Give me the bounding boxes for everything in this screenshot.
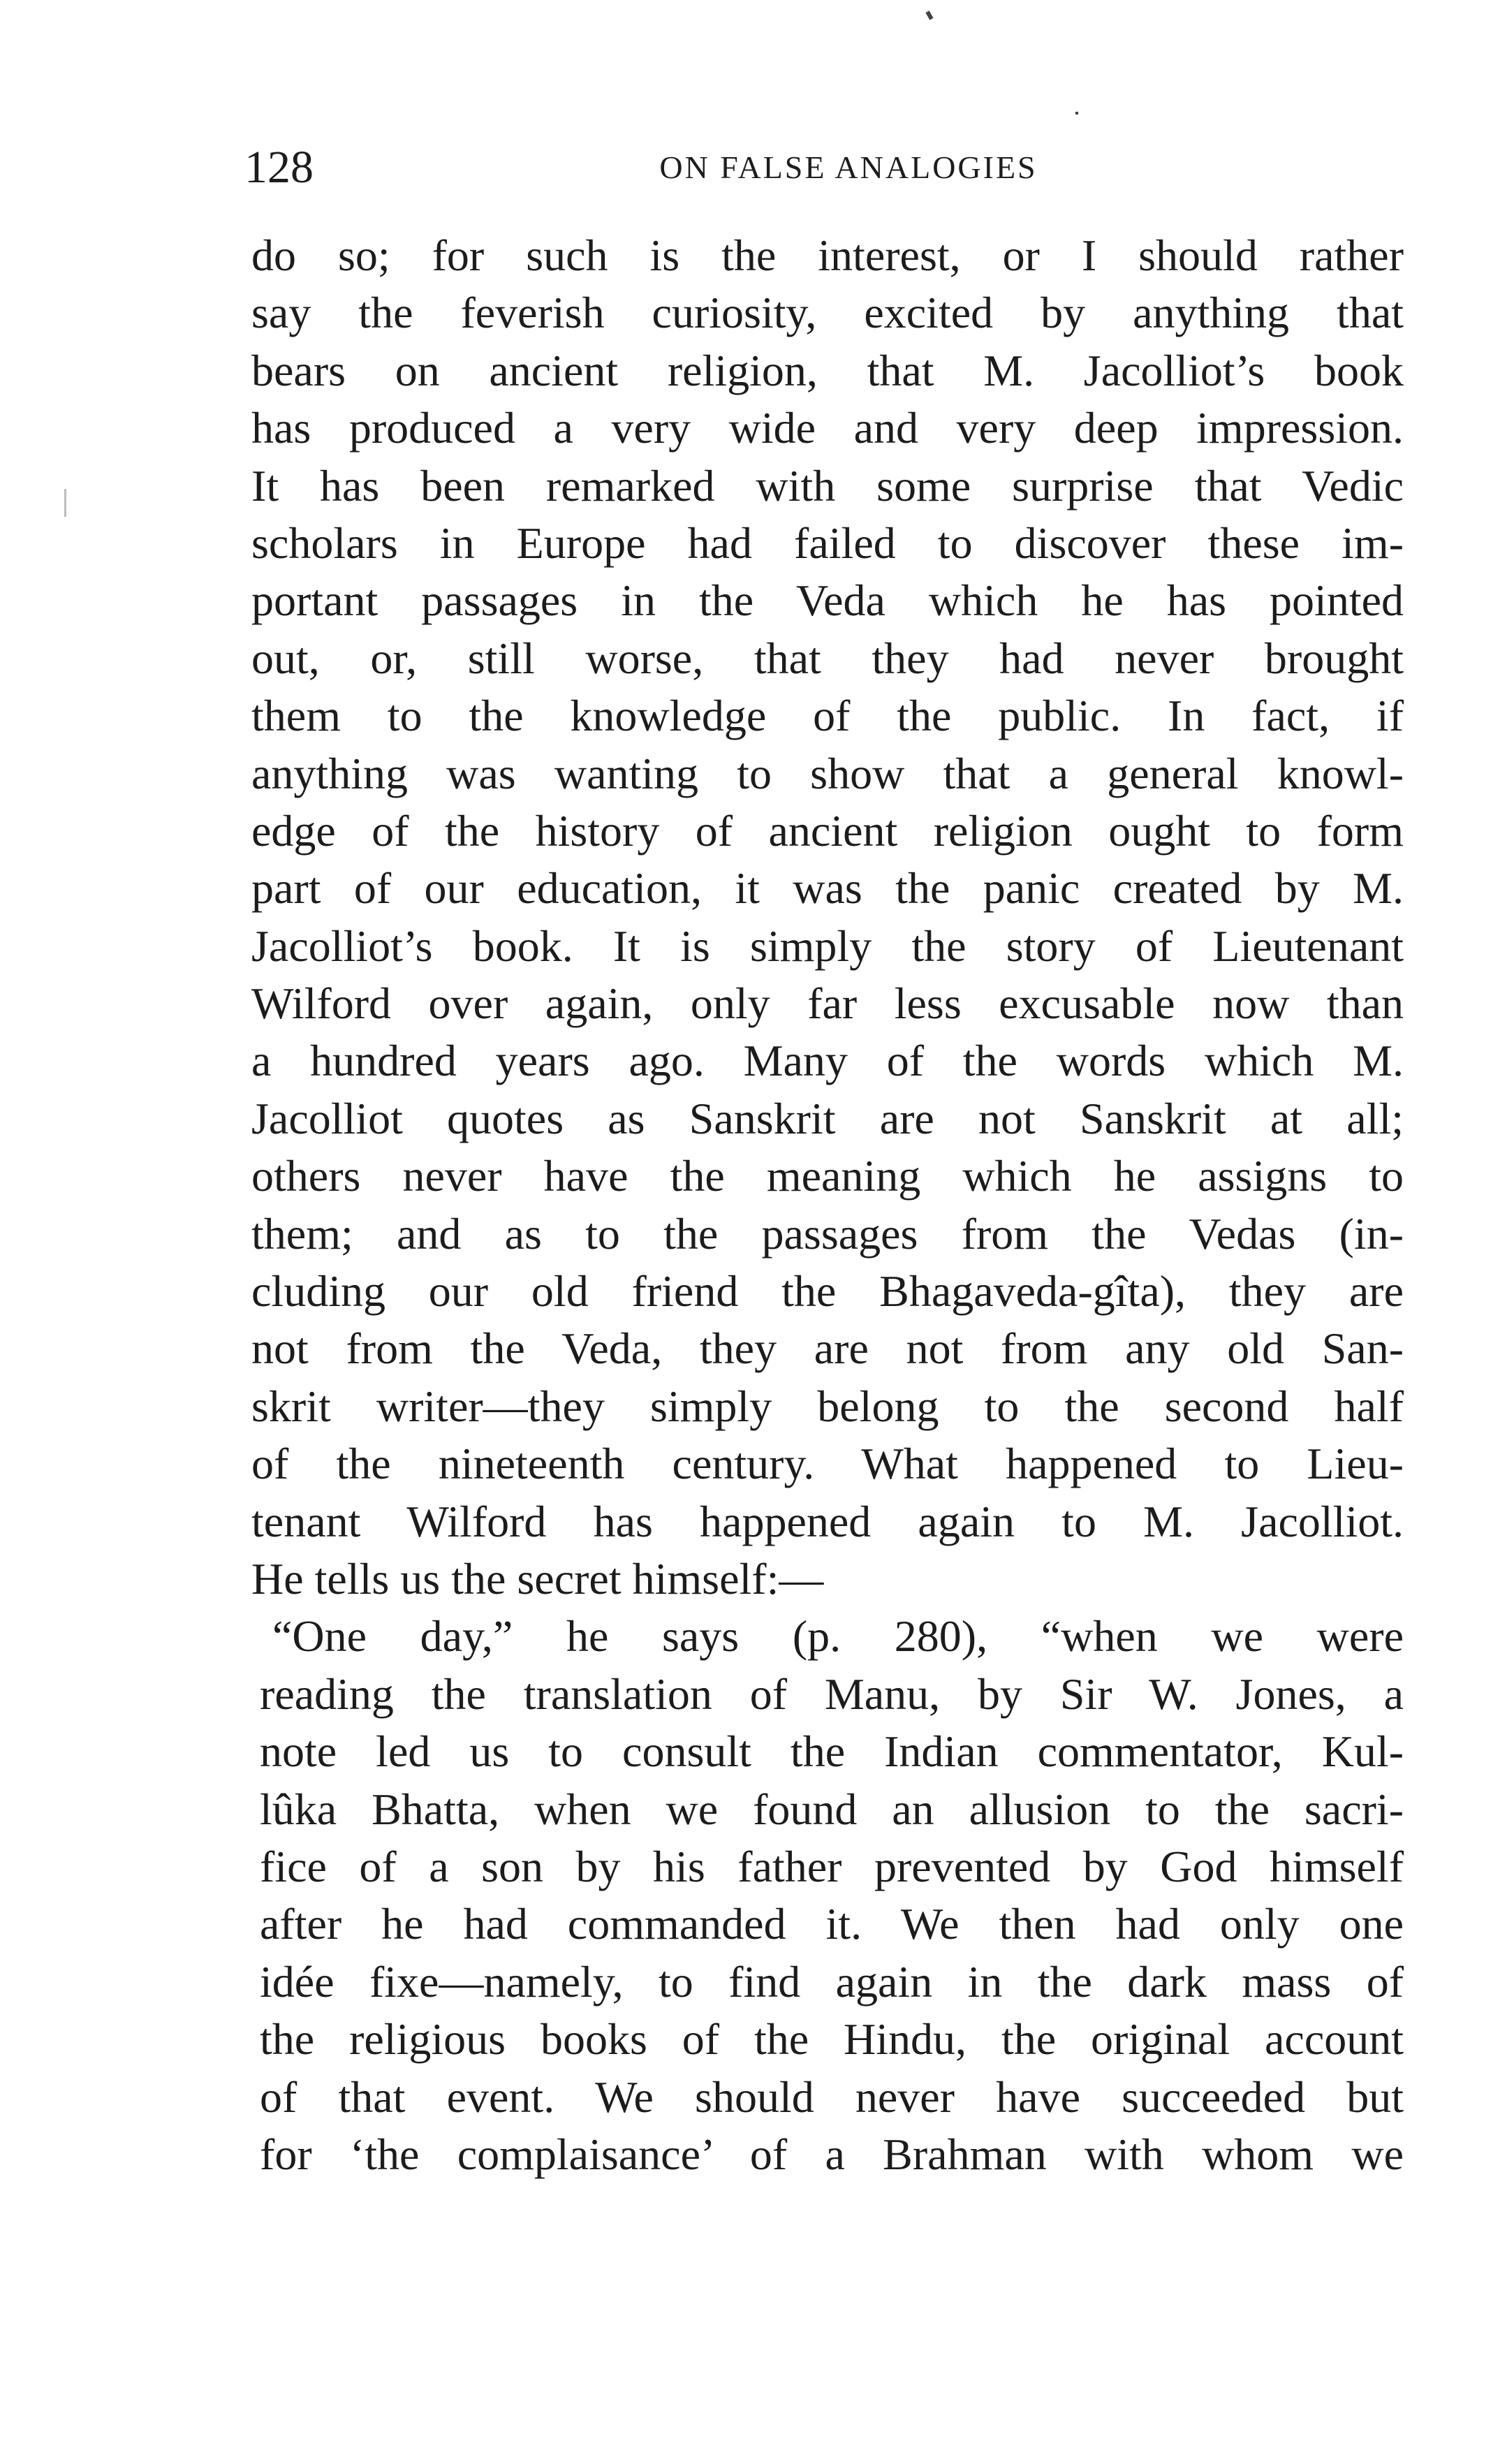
running-head: ON FALSE ANALOGIES (659, 149, 1038, 185)
stray-mark (64, 489, 66, 517)
stray-mark (925, 10, 933, 20)
text-line: note led us to consult the Indian commentator, Kul- (260, 1726, 1404, 1777)
text-line: portant passages in the Veda which he has pointed (251, 575, 1404, 626)
text-line: say the feverish curiosity, excited by anything that (251, 288, 1404, 338)
text-line: “One day,” he says (p. 280), “when we were (272, 1611, 1404, 1662)
text-line: of that event. We should never have succeeded but (260, 2071, 1404, 2122)
text-line: tenant Wilford has happened again to M. Jacolliot. (251, 1496, 1404, 1546)
text-line: a hundred years ago. Many of the words which M. (251, 1036, 1404, 1086)
body-text (251, 227, 1404, 2183)
page-number: 128 (244, 142, 314, 193)
text-line: of the nineteenth century. What happened to Lieu- (251, 1439, 1404, 1489)
text-line: He tells us the secret himself:— (251, 1553, 824, 1604)
text-line: bears on ancient religion, that M. Jacolliot’s book (251, 345, 1404, 395)
text-line: do so; for such is the interest, or I should rather (251, 230, 1404, 280)
text-line: anything was wanting to show that a general knowl- (251, 748, 1404, 798)
page-header (244, 140, 1404, 196)
text-line: others never have the meaning which he assigns to (251, 1151, 1404, 1201)
text-line: lûka Bhatta, when we found an allusion to the sacri- (260, 1784, 1404, 1834)
text-line: edge of the history of ancient religion ought to form (251, 805, 1404, 856)
text-line: for ‘the complaisance’ of a Brahman with whom we (260, 2129, 1404, 2179)
stray-mark (1075, 112, 1078, 115)
text-line: idée fixe—namely, to find again in the dark mass of (260, 1956, 1404, 2007)
text-line: not from the Veda, they are not from any old San- (251, 1323, 1404, 1374)
text-line: part of our education, it was the panic created by M. (251, 863, 1404, 914)
text-line: has produced a very wide and very deep impression. (251, 403, 1404, 453)
text-line: them; and as to the passages from the Vedas (in- (251, 1208, 1404, 1259)
text-line: out, or, still worse, that they had never brought (251, 633, 1404, 683)
text-line: reading the translation of Manu, by Sir W. Jones, a (260, 1669, 1404, 1719)
text-line: Jacolliot quotes as Sanskrit are not Sanskrit at all; (251, 1093, 1404, 1143)
text-line: fice of a son by his father prevented by God himself (260, 1841, 1404, 1891)
text-line: them to the knowledge of the public. In fact, if (251, 691, 1404, 741)
text-line: skrit writer—they simply belong to the second half (251, 1381, 1404, 1431)
text-line: after he had commanded it. We then had only one (260, 1899, 1404, 1949)
text-line: Jacolliot’s book. It is simply the story of Lieutenant (251, 921, 1404, 971)
text-line: It has been remarked with some surprise that Vedic (251, 460, 1404, 511)
text-line: Wilford over again, only far less excusable now than (251, 978, 1404, 1029)
text-line: the religious books of the Hindu, the original account (260, 2014, 1404, 2065)
text-line: cluding our old friend the Bhagaveda-gîta), they are (251, 1266, 1404, 1317)
text-line: scholars in Europe had failed to discover these im- (251, 518, 1404, 568)
